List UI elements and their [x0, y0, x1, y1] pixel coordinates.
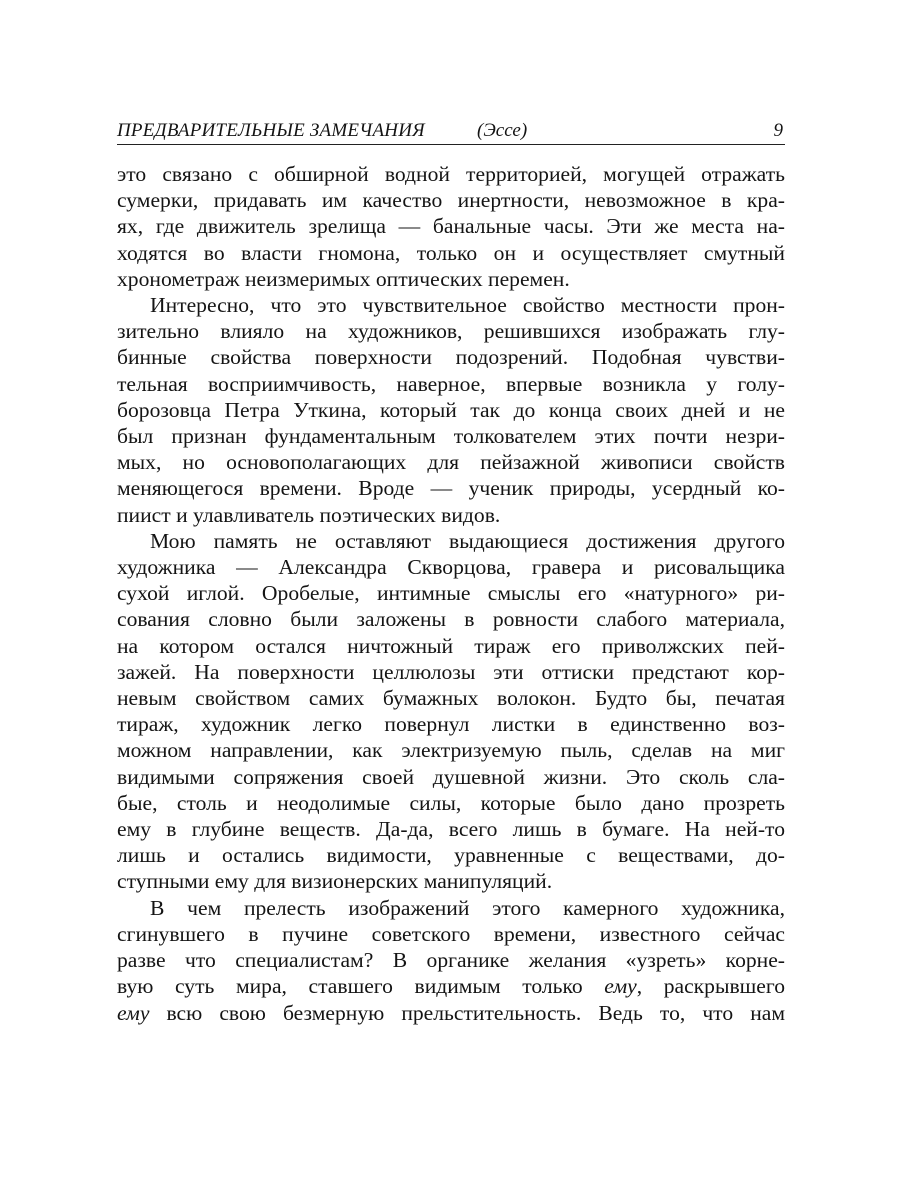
text-segment: вую суть мира, ставшего видимым только	[117, 974, 605, 999]
chapter-subtitle: (Эссе)	[477, 120, 528, 141]
text-line: В чем прелесть изображений этого камерного художника,	[150, 895, 785, 920]
body-text	[117, 161, 785, 1026]
text-segment: , раскрывшего	[636, 974, 785, 999]
text-line: борозовца Петра Уткина, который так до конца своих дней и не	[117, 397, 785, 422]
text-line: художника — Александра Скворцова, гравера и рисовальщика	[117, 555, 785, 580]
text-line: Интересно, что это чувствительное свойство местности прон-	[150, 293, 785, 318]
text-line: разве что специалистам? В органике желания «узреть» корне-	[117, 948, 785, 973]
chapter-title: ПРЕДВАРИТЕЛЬНЫЕ ЗАМЕЧАНИЯ	[117, 120, 425, 141]
paragraph-4	[117, 895, 785, 1026]
text-line: был признан фундаментальным толкователем этих почти незри-	[117, 424, 785, 449]
text-line: ему в глубине веществ. Да-да, всего лишь в бумаге. На ней-то	[117, 817, 785, 842]
running-header	[117, 118, 785, 145]
text-line: меняющегося времени. Вроде — ученик природы, усердный ко-	[117, 476, 785, 501]
text-line: зительно влияло на художников, решившихся изображать глу-	[117, 319, 785, 344]
text-line: сухой иглой. Оробелые, интимные смыслы его «натурного» ри-	[117, 581, 785, 606]
page-number: 9	[773, 120, 783, 141]
emphasis: ему	[604, 974, 637, 999]
text-line: сумерки, придавать им качество инертности, невозможное в кра-	[117, 188, 785, 213]
text-line: можном направлении, как электризуемую пыль, сделав на миг	[117, 738, 785, 763]
text-line: мых, но основополагающих для пейзажной живописи свойств	[117, 450, 785, 475]
text-line: Мою память не оставляют выдающиеся достижения другого	[150, 528, 785, 553]
text-line: бые, столь и неодолимые силы, которые было дано прозреть	[117, 790, 785, 815]
text-line	[117, 973, 785, 999]
text-line: ходятся во власти гномона, только он и осуществляет смутный	[117, 240, 785, 265]
text-line: видимыми сопряжения своей душевной жизни. Это сколь сла-	[117, 764, 785, 789]
text-line: сгинувшего в пучине советского времени, известного сейчас	[117, 921, 785, 946]
text-line: лишь и остались видимости, уравненные с веществами, до-	[117, 843, 785, 868]
text-line: пиист и улавливатель поэтических видов.	[117, 502, 501, 527]
text-line: хронометраж неизмеримых оптических перемен.	[117, 266, 570, 291]
text-line: это связано с обширной водной территорией, могущей отражать	[117, 162, 785, 186]
emphasis: ему	[117, 1000, 150, 1025]
text-segment: всю свою безмерную прельстительность. Ведь то, что нам	[149, 1000, 785, 1025]
text-line: тираж, художник легко повернул листки в единственно воз-	[117, 712, 785, 737]
paragraph-3	[117, 528, 785, 895]
text-line: ступными ему для визионерских манипуляций.	[117, 869, 553, 894]
text-line: тельная восприимчивость, наверное, впервые возникла у голу-	[117, 371, 785, 396]
text-line	[117, 1000, 785, 1026]
text-line: сования словно были заложены в ровности слабого материала,	[117, 607, 785, 632]
book-page	[117, 118, 785, 1026]
paragraph-2	[117, 292, 785, 528]
text-line: бинные свойства поверхности подозрений. Подобная чувстви-	[117, 345, 785, 370]
text-line: на котором остался ничтожный тираж его приволжских пей-	[117, 633, 785, 658]
text-line: невым свойством самих бумажных волокон. Будто бы, печатая	[117, 686, 785, 711]
text-line: зажей. На поверхности целлюлозы эти оттиски предстают кор-	[117, 659, 785, 684]
text-line: ях, где движитель зрелища — банальные часы. Эти же места на-	[117, 214, 785, 239]
paragraph-1	[117, 161, 785, 292]
